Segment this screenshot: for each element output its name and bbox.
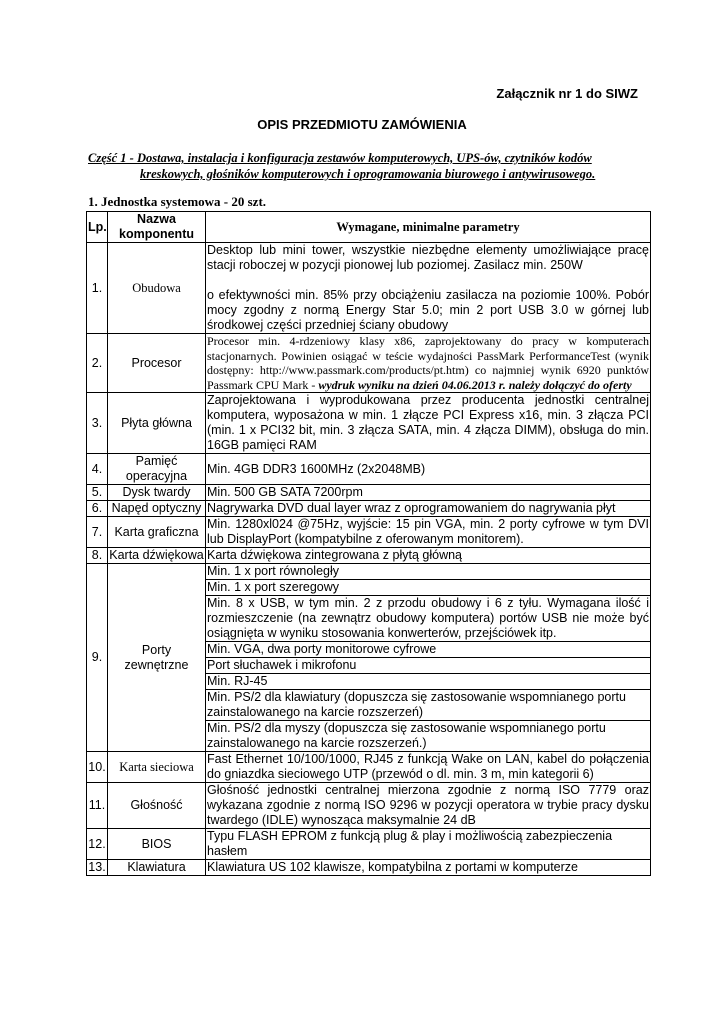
row-number: 8. bbox=[87, 548, 108, 564]
table-row bbox=[87, 517, 651, 548]
component-description bbox=[206, 243, 651, 334]
component-name: Klawiatura bbox=[108, 860, 206, 876]
component-description: Min. 1280xl024 @75Hz, wyjście: 15 pin VGA, min. 2 porty cyfrowe w tym DVI lub DisplayPort (kompatybilne z oferowanym monitorem). bbox=[207, 517, 649, 546]
component-name: BIOS bbox=[108, 829, 206, 860]
component-description: Min. 4GB DDR3 1600MHz (2x2048MB) bbox=[206, 454, 651, 485]
component-description: Typu FLASH EPROM z funkcją plug & play i możliwością zabezpieczenia hasłem bbox=[206, 829, 651, 860]
row-number: 12. bbox=[87, 829, 108, 860]
component-description: Głośność jednostki centralnej mierzona zgodnie z normą ISO 7779 oraz wykazana zgodnie z normą ISO 9296 w pozycji operatora w trybie pracy dysku twardego (IDLE) wynosząca maksymalnie 24 dB bbox=[207, 783, 649, 827]
table-header-row bbox=[87, 212, 651, 243]
port-item: Min. PS/2 dla myszy (dopuszcza się zastosowanie wspomnianego portu zainstalowanego na karcie rozszerzeń.) bbox=[206, 721, 651, 752]
part-heading bbox=[88, 150, 648, 182]
row-number: 4. bbox=[87, 454, 108, 485]
table-row bbox=[87, 564, 651, 580]
table-row bbox=[87, 243, 651, 334]
component-description: Nagrywarka DVD dual layer wraz z oprogramowaniem do nagrywania płyt bbox=[206, 501, 651, 517]
port-item: Min. PS/2 dla klawiatury (dopuszcza się zastosowanie wspomnianego portu zainstalowanego na karcie rozszerzeń) bbox=[206, 690, 651, 721]
row-number: 3. bbox=[87, 393, 108, 454]
port-item: Min. 8 x USB, w tym min. 2 z przodu obudowy i 6 z tyłu. Wymagana ilość i rozmieszczenie (na zewnątrz obudowy komputera) portów USB nie może być osiągnięta w wyniku stosowania konwerterów, przejściówek itp. bbox=[207, 596, 649, 640]
row-number: 2. bbox=[87, 334, 108, 393]
annex-label: Załącznik nr 1 do SIWZ bbox=[496, 86, 638, 101]
row-number: 13. bbox=[88, 860, 106, 874]
component-description: Fast Ethernet 10/100/1000, RJ45 z funkcją Wake on LAN, kabel do połączenia do gniazdka sieciowego UTP (przewód o dl. min. 3 m, min kategorii 6) bbox=[207, 752, 649, 781]
table-row bbox=[87, 829, 651, 860]
component-description bbox=[206, 334, 651, 393]
table-row bbox=[87, 334, 651, 393]
row-number: 11. bbox=[87, 783, 108, 829]
component-description: Klawiatura US 102 klawisze, kompatybilna z portami w komputerze bbox=[206, 860, 651, 876]
row-number: 10. bbox=[87, 752, 108, 783]
port-item: Min. 1 x port równoległy bbox=[206, 564, 651, 580]
row-number: 9. bbox=[87, 564, 108, 752]
table-row bbox=[87, 485, 651, 501]
component-description: Zaprojektowana i wyprodukowana przez producenta jednostki centralnej komputera, wyposażona w min. 1 złącze PCI Express x16, min. 3 złącza PCI (min. 1 x PCI32 bit, min. 3 złącza SATA, min. 4 złącza DIMM), obsługa do min. 16GB pamięci RAM bbox=[207, 393, 649, 452]
component-description: Karta dźwiękowa zintegrowana z płytą główną bbox=[206, 548, 651, 564]
part-heading-line-2: kreskowych, głośników komputerowych i oprogramowania biurowego i antywirusowego. bbox=[140, 167, 596, 181]
description-part-a: Desktop lub mini tower, wszystkie niezbędne elementy umożliwiające pracę stacji roboczej w pozycji pionowej lub poziomej. Zasilacz min. 250W bbox=[207, 243, 649, 272]
description-part-b: o efektywności min. 85% przy obciążeniu zasilacza na poziomie 100%. Pobór mocy zgodny z normą Energy Star 5.0; min 2 port USB 3.0 w górnej lub środkowej części przedniej ściany obudowy bbox=[207, 288, 649, 332]
description-text: Procesor min. 4-rdzeniowy klasy x86, zaprojektowany do pracy w komputerach stacjonarnych. Powinien osiągać w teście wydajności PassMark PerformanceTest (wynik dostępny: http://www.passmark.com/products/pt.htm) co najmniej wynik 6920 punktów Passmark CPU Mark - bbox=[207, 334, 649, 392]
component-name: Procesor bbox=[108, 334, 206, 393]
component-name: Karta graficzna bbox=[108, 517, 206, 548]
component-name: Karta sieciowa bbox=[108, 752, 206, 783]
table-row bbox=[87, 501, 651, 517]
port-item: Port słuchawek i mikrofonu bbox=[206, 658, 651, 674]
component-name: Płyta główna bbox=[108, 393, 206, 454]
table-row bbox=[87, 860, 651, 876]
row-number: 5. bbox=[87, 485, 108, 501]
component-name: Obudowa bbox=[108, 243, 206, 334]
row-number: 6. bbox=[87, 501, 108, 517]
table-row bbox=[87, 454, 651, 485]
component-name: Pamięć operacyjna bbox=[108, 454, 206, 485]
component-description: Min. 500 GB SATA 7200rpm bbox=[206, 485, 651, 501]
table-row bbox=[87, 548, 651, 564]
part-heading-line-1: Część 1 - Dostawa, instalacja i konfiguracja zestawów komputerowych, UPS-ów, czytników kodów bbox=[88, 151, 592, 165]
section-heading: 1. Jednostka systemowa - 20 szt. bbox=[88, 194, 267, 209]
port-item: Min. 1 x port szeregowy bbox=[206, 580, 651, 596]
table-row bbox=[87, 393, 651, 454]
port-item: Min. VGA, dwa porty monitorowe cyfrowe bbox=[206, 642, 651, 658]
header-parameters: Wymagane, minimalne parametry bbox=[206, 212, 651, 243]
table-row bbox=[87, 752, 651, 783]
component-name: Dysk twardy bbox=[108, 485, 206, 501]
header-lp: Lp. bbox=[87, 212, 108, 243]
table-row bbox=[87, 783, 651, 829]
document-title: OPIS PRZEDMIOTU ZAMÓWIENIA bbox=[257, 117, 467, 132]
row-number: 1. bbox=[87, 243, 108, 334]
component-name: Karta dźwiękowa bbox=[109, 548, 204, 562]
spec-table bbox=[86, 211, 651, 876]
port-item: Min. RJ-45 bbox=[206, 674, 651, 690]
component-name: Głośność bbox=[108, 783, 206, 829]
component-name: Porty zewnętrzne bbox=[108, 564, 206, 752]
component-name: Napęd optyczny bbox=[108, 501, 206, 517]
header-component-name: Nazwa komponentu bbox=[108, 212, 206, 243]
description-emphasis: wydruk wyniku na dzień 04.06.2013 r. należy dołączyć do oferty bbox=[318, 377, 632, 392]
row-number: 7. bbox=[87, 517, 108, 548]
